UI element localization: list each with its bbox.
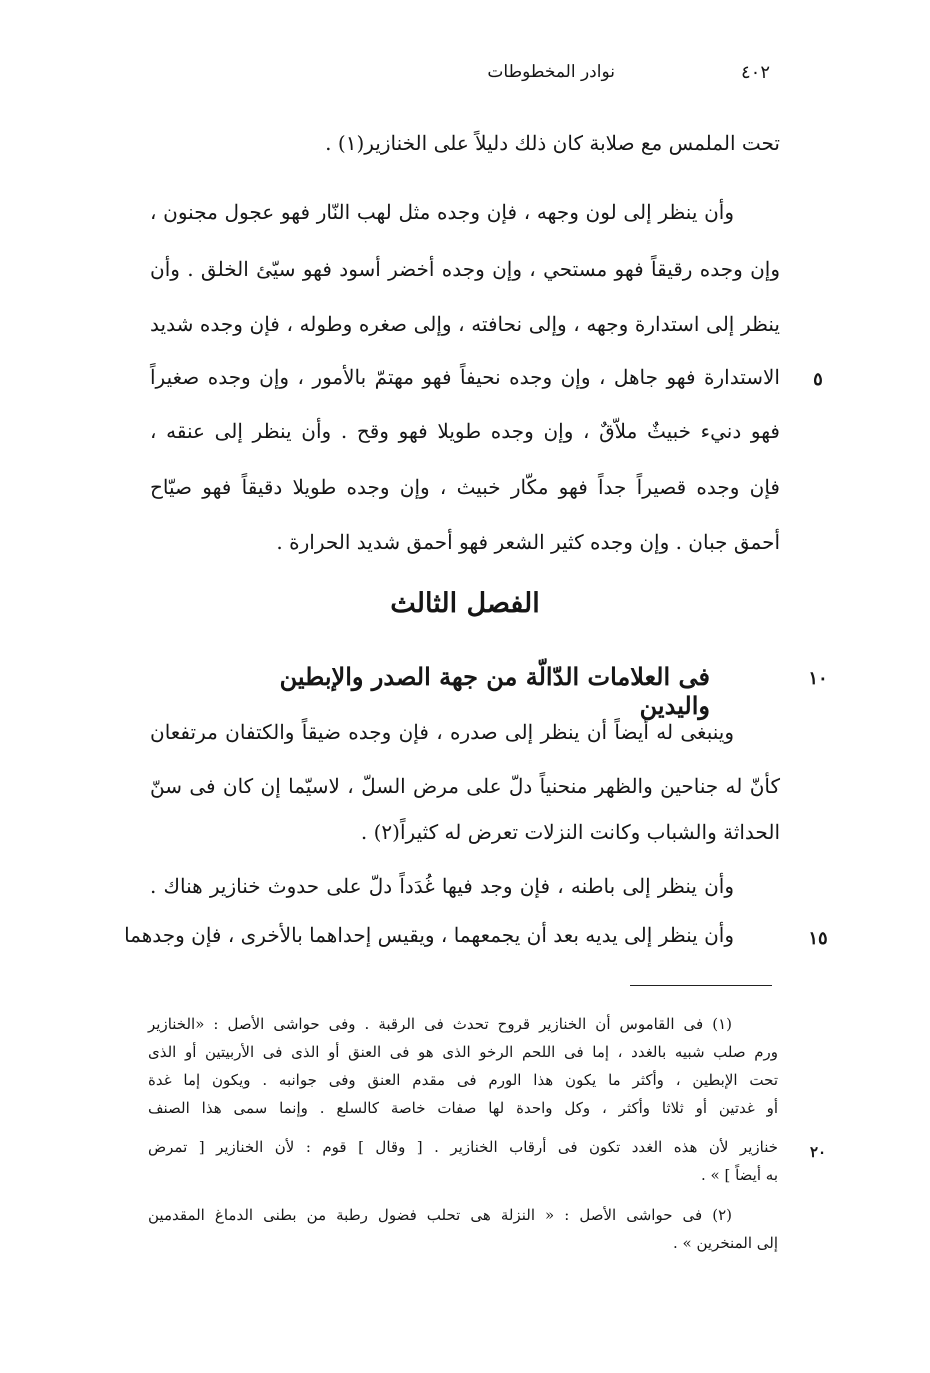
footnote-line: (٢) فى حواشى الأصل : « النزلة هى تحلب فضول رطبة من بطنى الدماغ المقدمين [148,1206,732,1224]
body-line: ينظر إلى استدارة وجهه ، وإلى نحافته ، وإلى صغره وطوله ، فإن وجده شديد [150,312,780,336]
body-line: كأنّ له جناحين والظهر منحنياً دلّ على مرض السلّ ، لاسيّما إن كان فى سنّ [150,774,780,798]
footnote-line: ورم صلب شبيه بالغدد ، إما فى اللحم الرخو الذى هو فى العنق أو الذى فى الأربيتين أو الذى [148,1043,778,1061]
page-header [360,62,770,92]
page-number: ٤٠٢ [740,62,770,83]
body-line: تحت الملمس مع صلابة كان ذلك دليلاً على الخنازير(١) . [325,131,780,155]
footnote-line: أو غدتين أو ثلاثا وأكثر ، وكل واحدة لها صفات خاصة كالسلع . وإنما سمى هذا الصنف [148,1099,778,1117]
footnote-line: خنازير لأن هذه الغدد تكون فى أرقاب الخنازير . [ وقال ] قوم : لأن الخنازير [ تمرض [148,1138,778,1156]
line-number: ٥ [813,369,823,390]
section-title: فى العلامات الدّالّة من جهة الصدر والإبطين واليدين [279,662,710,720]
body-line: الحداثة والشباب وكانت النزلات تعرض له كثيراً(٢) . [360,820,780,844]
footnote-line: تحت الإبطين ، وأكثر ما يكون هذا الورم فى مقدم العنق وفى جوانبه . ويكون إما غدة [148,1071,778,1089]
body-line: وأن ينظر إلى باطنه ، فإن وجد فيها غُدَداً دلّ على حدوث خنازير هناك . [150,874,734,898]
line-number: ١٠ [808,668,828,689]
line-number: ٢٠ [809,1143,827,1161]
body-line: وإن وجده رقيقاً فهو مستحي ، وإن وجده أخضر أسود فهو سيّئ الخلق . وأن [150,257,780,281]
body-line: الاستدارة فهو جاهل ، وإن وجده نحيفاً فهو مهتمّ بالأمور ، وإن وجده صغيراً [150,365,780,389]
body-line: وأن ينظر إلى لون وجهه ، فإن وجده مثل لهب النّار فهو عجول مجنون ، [150,200,734,224]
running-title: نوادر المخطوطات [487,62,615,82]
body-line: وأن ينظر إلى يديه بعد أن يجمعهما ، ويقيس إحداهما بالأخرى ، فإن وجدهما [124,923,734,947]
chapter-heading: الفصل الثالث [390,588,540,619]
body-line: وينبغى له أيضاً أن ينظر إلى صدره ، فإن وجده ضيقاً والكتفان مرتفعان [150,720,734,744]
footnote-line: إلى المنخرين » . [673,1234,778,1252]
body-line: أحمق جبان . وإن وجده كثير الشعر فهو أحمق شديد الحرارة . [276,530,780,554]
footnote-line: به أيضاً ] » . [700,1166,778,1184]
footnote-line: (١) فى القاموس أن الخنازير قروح تحدث فى الرقبة . وفى حواشى الأصل : «الخنازير [148,1015,732,1033]
footnote-separator [630,985,772,986]
body-line: فهو دنيء خبيثٌ ملاّقٌ ، وإن وجده طويلا فهو وقح . وأن ينظر إلى عنقه ، [150,419,780,443]
body-line: فإن وجده قصيراً جداً فهو مكّار خبيث ، وإن وجده طويلا دقيقاً فهو صيّاح [150,475,780,499]
line-number: ١٥ [808,928,828,949]
